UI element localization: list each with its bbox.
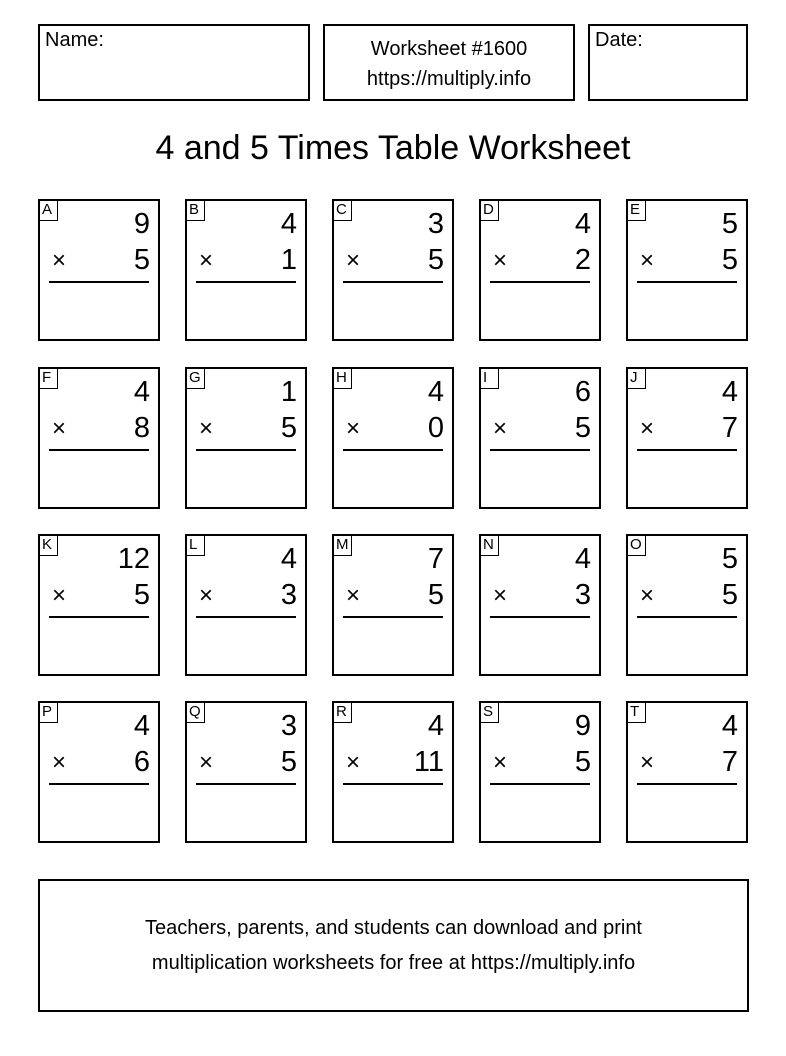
times-sign: ×	[346, 415, 361, 442]
problem-card	[626, 534, 748, 676]
problem-card	[185, 534, 307, 676]
multiplier: 0	[427, 412, 444, 444]
problem-card	[332, 701, 454, 843]
answer-line	[637, 616, 737, 618]
answer-line	[637, 281, 737, 283]
answer-line	[343, 616, 443, 618]
multiplicand: 4	[280, 208, 297, 240]
answer-line	[490, 281, 590, 283]
problem-letter: N	[479, 534, 499, 556]
problem-letter: L	[185, 534, 205, 556]
problem-letter: F	[38, 367, 58, 389]
answer-line	[49, 616, 149, 618]
answer-line	[343, 281, 443, 283]
multiplicand: 4	[133, 710, 150, 742]
multiplicand: 4	[427, 376, 444, 408]
multiplicand: 3	[427, 208, 444, 240]
problem-letter: I	[479, 367, 499, 389]
answer-line	[49, 783, 149, 785]
times-sign: ×	[640, 582, 655, 609]
problem-letter: D	[479, 199, 499, 221]
multiplicand: 12	[117, 543, 150, 575]
problem-letter: E	[626, 199, 646, 221]
multiplicand: 9	[574, 710, 591, 742]
multiplier: 5	[427, 244, 444, 276]
page-title: 4 and 5 Times Table Worksheet	[155, 129, 631, 167]
date-field-box	[588, 24, 748, 101]
problem-card	[332, 534, 454, 676]
problem-letter: P	[38, 701, 58, 723]
problem-letter: K	[38, 534, 58, 556]
footer-line-1: Teachers, parents, and students can download and print	[145, 917, 642, 939]
multiplicand: 5	[721, 543, 738, 575]
problem-grid	[38, 199, 749, 843]
answer-line	[490, 449, 590, 451]
multiplier: 7	[721, 412, 738, 444]
times-sign: ×	[52, 582, 67, 609]
times-sign: ×	[493, 749, 508, 776]
times-sign: ×	[199, 749, 214, 776]
problem-letter: B	[185, 199, 205, 221]
multiplicand: 4	[721, 710, 738, 742]
problem-card	[479, 701, 601, 843]
times-sign: ×	[640, 415, 655, 442]
multiplier: 5	[280, 412, 297, 444]
answer-line	[196, 616, 296, 618]
problem-letter: C	[332, 199, 352, 221]
times-sign: ×	[346, 749, 361, 776]
times-sign: ×	[346, 582, 361, 609]
multiplicand: 6	[574, 376, 591, 408]
multiplier: 1	[280, 244, 297, 276]
problem-letter: H	[332, 367, 352, 389]
multiplicand: 1	[280, 376, 297, 408]
problem-letter: J	[626, 367, 646, 389]
multiplicand: 4	[133, 376, 150, 408]
problem-letter: G	[185, 367, 205, 389]
worksheet-info-box	[323, 24, 575, 101]
multiplier: 5	[133, 579, 150, 611]
answer-line	[343, 449, 443, 451]
answer-line	[49, 281, 149, 283]
multiplicand: 4	[427, 710, 444, 742]
multiplicand: 5	[721, 208, 738, 240]
problem-card	[626, 199, 748, 341]
problem-card	[38, 367, 160, 509]
multiplicand: 3	[280, 710, 297, 742]
problem-card	[185, 199, 307, 341]
answer-line	[196, 783, 296, 785]
answer-line	[343, 783, 443, 785]
worksheet-number: Worksheet #1600	[370, 38, 528, 60]
problem-card	[38, 199, 160, 341]
multiplicand: 7	[427, 543, 444, 575]
answer-line	[637, 449, 737, 451]
problem-letter: R	[332, 701, 352, 723]
footer-box	[38, 879, 749, 1012]
times-sign: ×	[199, 415, 214, 442]
multiplier: 5	[574, 746, 591, 778]
multiplier: 11	[413, 746, 444, 778]
problem-card	[38, 534, 160, 676]
times-sign: ×	[52, 415, 67, 442]
multiplicand: 4	[721, 376, 738, 408]
multiplier: 5	[133, 244, 150, 276]
times-sign: ×	[493, 415, 508, 442]
times-sign: ×	[493, 582, 508, 609]
problem-card	[479, 534, 601, 676]
footer-line-2: multiplication worksheets for free at https://multiply.info	[151, 952, 636, 974]
multiplier: 5	[280, 746, 297, 778]
times-sign: ×	[640, 247, 655, 274]
problem-card	[38, 701, 160, 843]
times-sign: ×	[199, 582, 214, 609]
multiplicand: 4	[574, 208, 591, 240]
problem-letter: T	[626, 701, 646, 723]
multiplicand: 9	[133, 208, 150, 240]
answer-line	[196, 281, 296, 283]
problem-letter: O	[626, 534, 646, 556]
times-sign: ×	[346, 247, 361, 274]
name-field-box	[38, 24, 310, 101]
times-sign: ×	[199, 247, 214, 274]
times-sign: ×	[52, 247, 67, 274]
answer-line	[196, 449, 296, 451]
problem-card	[626, 367, 748, 509]
problem-letter: A	[38, 199, 58, 221]
date-label: Date:	[595, 29, 643, 51]
multiplier: 6	[133, 746, 150, 778]
multiplier: 5	[721, 244, 738, 276]
multiplier: 5	[427, 579, 444, 611]
name-label: Name:	[45, 29, 104, 51]
problem-letter: S	[479, 701, 499, 723]
problem-card	[332, 367, 454, 509]
problem-card	[479, 367, 601, 509]
times-sign: ×	[493, 247, 508, 274]
multiplier: 3	[574, 579, 591, 611]
problem-letter: M	[332, 534, 352, 556]
times-sign: ×	[52, 749, 67, 776]
multiplier: 5	[574, 412, 591, 444]
multiplier: 5	[721, 579, 738, 611]
problem-card	[479, 199, 601, 341]
multiplier: 8	[133, 412, 150, 444]
problem-card	[185, 367, 307, 509]
problem-card	[626, 701, 748, 843]
multiplicand: 4	[280, 543, 297, 575]
answer-line	[490, 783, 590, 785]
problem-card	[332, 199, 454, 341]
answer-line	[637, 783, 737, 785]
multiplier: 3	[280, 579, 297, 611]
answer-line	[490, 616, 590, 618]
multiplier: 7	[721, 746, 738, 778]
problem-letter: Q	[185, 701, 205, 723]
multiplier: 2	[574, 244, 591, 276]
answer-line	[49, 449, 149, 451]
worksheet-url: https://multiply.info	[366, 68, 532, 90]
problem-card	[185, 701, 307, 843]
multiplicand: 4	[574, 543, 591, 575]
times-sign: ×	[640, 749, 655, 776]
